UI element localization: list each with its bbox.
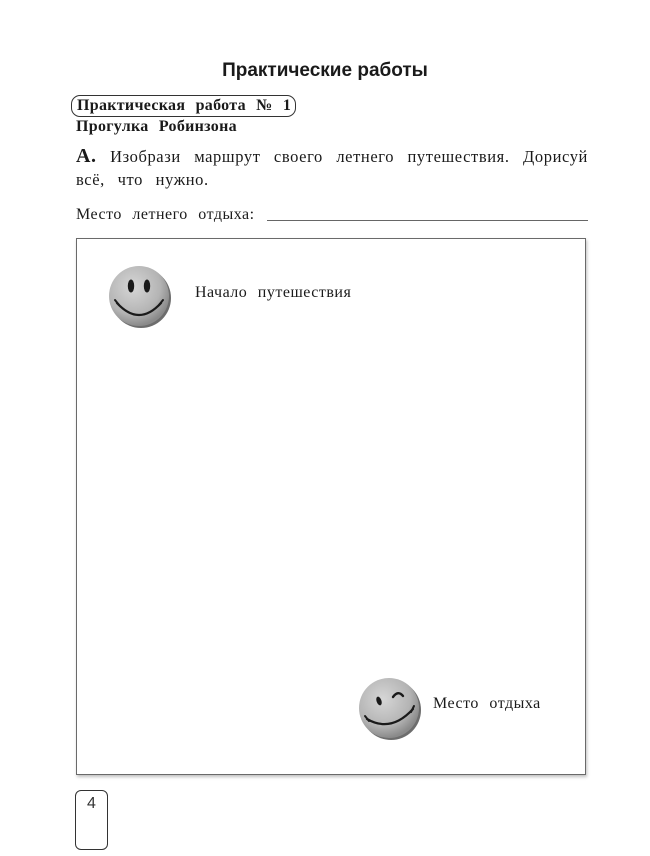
- smiley-icon: [107, 263, 173, 329]
- work-number-badge: Практическая работа № 1: [71, 95, 296, 117]
- work-subtitle: Прогулка Робинзона: [76, 118, 237, 135]
- end-marker: [357, 675, 541, 741]
- section-title: Практические работы: [222, 60, 428, 81]
- task-text: Изобрази маршрут своего летнего путешествия. Дорисуй всё, что нужно.: [76, 147, 588, 189]
- place-field-input-line[interactable]: [267, 206, 588, 221]
- start-marker-label: Начало путешествия: [195, 284, 352, 301]
- place-field-label: Место летнего отдыха:: [76, 206, 255, 223]
- task-letter: А.: [76, 145, 97, 167]
- end-marker-label: Место отдыха: [433, 695, 541, 712]
- winking-smiley-icon: [357, 675, 423, 741]
- start-marker: [107, 263, 351, 329]
- drawing-area[interactable]: [76, 238, 586, 775]
- place-field-row: [76, 206, 588, 224]
- task-instruction: [76, 145, 588, 191]
- page-number: 4: [75, 790, 108, 850]
